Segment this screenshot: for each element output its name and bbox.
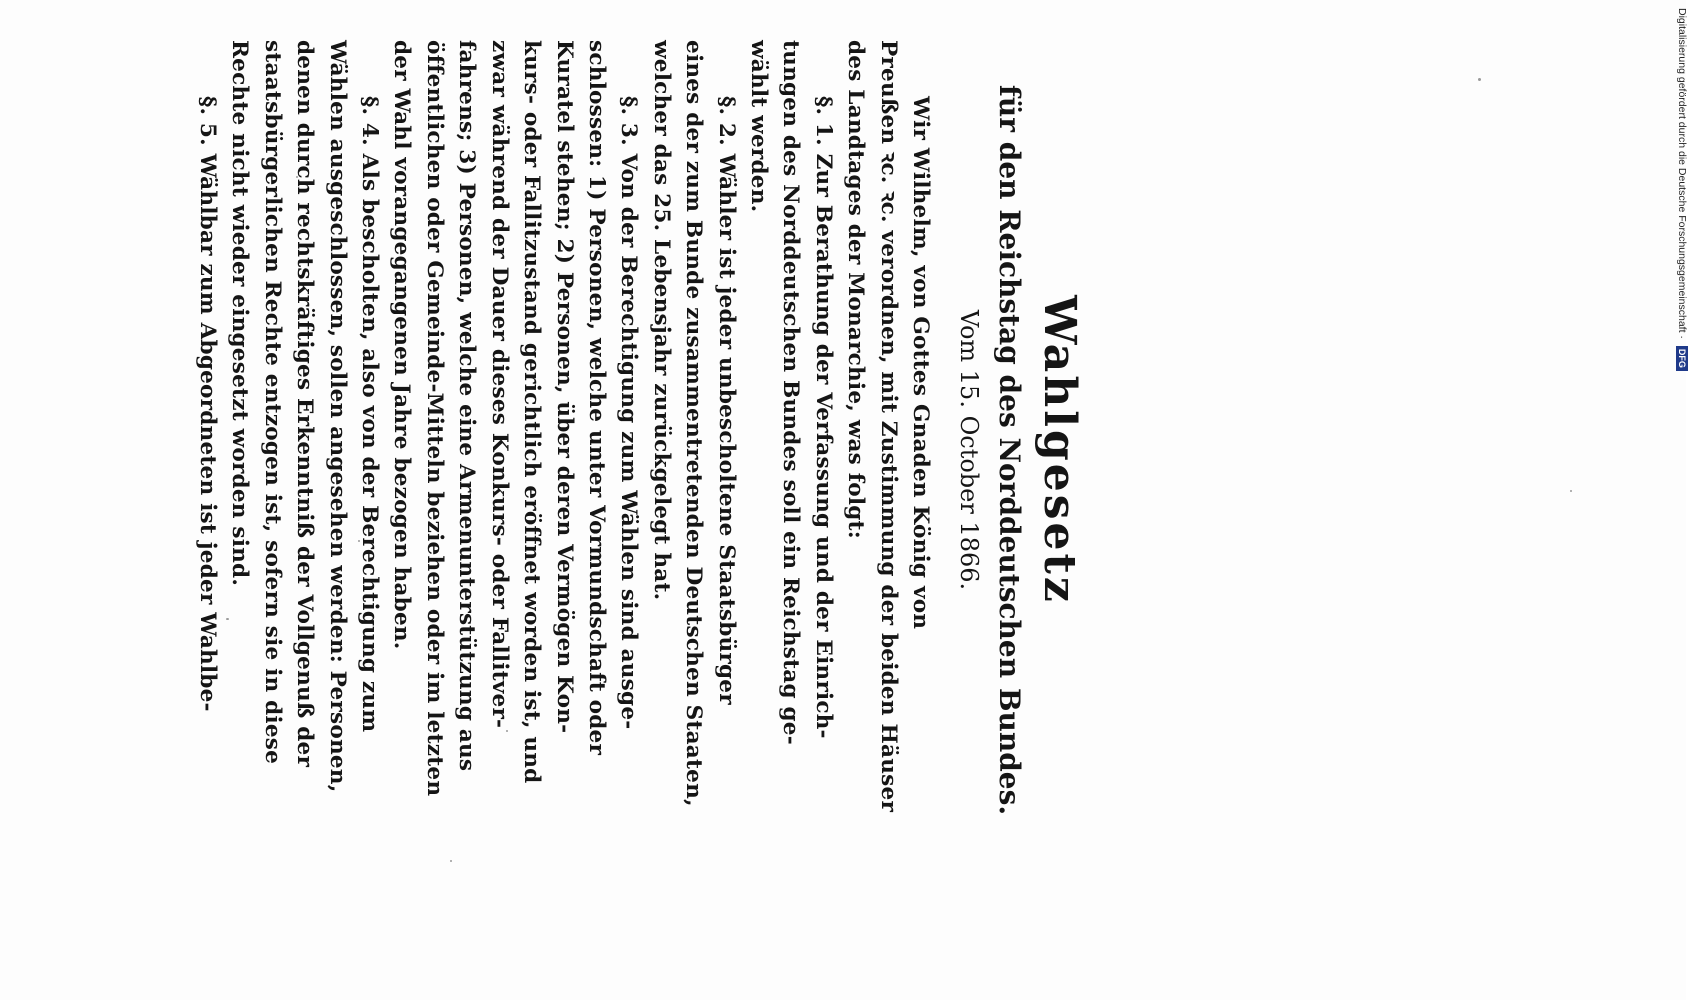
- body-line: §. 4. Als bescholten, also von der Berechtigung zum: [357, 96, 383, 733]
- body-line: staatsbürgerlichen Rechte entzogen ist, sofern sie in diese: [259, 40, 285, 765]
- scan-speck: [1478, 78, 1481, 81]
- body-line: §. 3. Von der Berechtigung zum Wählen sind ausge-: [616, 96, 642, 730]
- document-body: [191, 40, 936, 860]
- body-line: fahrens; 3) Personen, welche eine Armenunterstützung aus: [454, 40, 480, 772]
- body-line: wählt werden.: [745, 40, 771, 213]
- scan-speck: [450, 860, 452, 862]
- document-title: Wahlgesetz: [1034, 295, 1085, 605]
- body-line: des Landtages der Monarchie, was folgt:: [843, 40, 869, 539]
- digitization-credit: [1676, 8, 1688, 371]
- body-line: Wir Wilhelm, von Gottes Gnaden König von: [908, 96, 933, 630]
- body-line: Wählen ausgeschlossen, sollen angesehen werden: Personen,: [324, 40, 350, 793]
- body-line: Preußen ꝛc. ꝛc. verordnen, mit Zustimmung der beiden Häuser: [875, 40, 901, 813]
- body-line: kurs- oder Fallitzustand gerichtlich eröffnet worden ist, und: [519, 40, 545, 784]
- body-line: Rechte nicht wieder eingesetzt worden sind.: [227, 40, 253, 587]
- document-subtitle: für den Reichstag des Norddeutschen Bundes.: [993, 84, 1026, 816]
- body-line: öffentlichen oder Gemeinde-Mitteln beziehen oder im letzten: [421, 40, 447, 797]
- body-line: §. 2. Wähler ist jeder unbescholtene Staatsbürger: [713, 96, 739, 705]
- scan-speck: [1570, 490, 1572, 492]
- body-line: der Wahl vorangegangenen Jahre bezogen haben.: [389, 40, 415, 650]
- body-line: tungen des Norddeutschen Bundes soll ein Reichstag ge-: [778, 40, 804, 745]
- body-line: Kuratel stehen; 2) Personen, über deren Vermögen Kon-: [551, 40, 577, 734]
- body-line: welcher das 25. Lebensjahr zurückgelegt hat.: [648, 40, 674, 601]
- body-line: zwar während der Dauer dieses Konkurs- oder Fallitver-: [486, 40, 512, 729]
- body-line: eines der zum Bunde zusammentretenden Deutschen Staaten,: [681, 40, 707, 807]
- body-line: denen durch rechtskräftiges Erkenntniß der Vollgenuß der: [292, 40, 318, 768]
- dfg-logo: DFG: [1676, 346, 1688, 371]
- body-line: §. 1. Zur Berathung der Verfassung und der Einrich-: [810, 96, 836, 739]
- rotated-document-page: [191, 40, 1086, 860]
- document-date: Vom 15. October 1866.: [955, 309, 983, 591]
- body-line: schlossen: 1) Personen, welche unter Vormundschaft oder: [583, 40, 609, 756]
- body-line: §. 5. Wählbar zum Abgeordneten ist jeder Wahlbe-: [195, 96, 221, 712]
- credit-text: Digitalisierung gefördert durch die Deutsche Forschungsgemeinschaft ·: [1676, 8, 1688, 339]
